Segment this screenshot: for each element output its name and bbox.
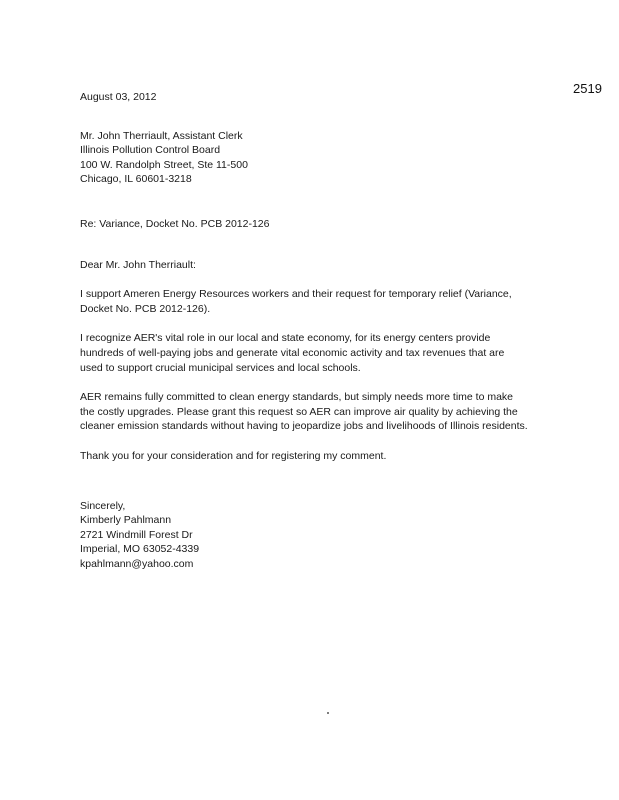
paragraph-line: Docket No. PCB 2012-126). xyxy=(80,302,211,315)
letter-date: August 03, 2012 xyxy=(80,91,157,103)
recipient-street: 100 W. Randolph Street, Ste 11-500 xyxy=(80,158,248,171)
paragraph-line: used to support crucial municipal services and local schools. xyxy=(80,361,361,374)
paragraph-line: hundreds of well-paying jobs and generate vital economic activity and tax revenues that are xyxy=(80,346,505,359)
paragraph-economy xyxy=(80,331,560,375)
paragraph-commitment xyxy=(80,390,560,434)
recipient-address xyxy=(80,129,560,187)
recipient-name: Mr. John Therriault, Assistant Clerk xyxy=(80,129,243,142)
closing: Sincerely, xyxy=(80,499,126,512)
paragraph-line: AER remains fully committed to clean energy standards, but simply needs more time to make xyxy=(80,391,514,404)
sender-email: kpahlmann@yahoo.com xyxy=(80,557,194,570)
paragraph-support xyxy=(80,287,560,316)
subject-line: Re: Variance, Docket No. PCB 2012-126 xyxy=(80,217,270,230)
salutation: Dear Mr. John Therriault: xyxy=(80,258,196,271)
signature-block xyxy=(80,499,560,572)
sender-street: 2721 Windmill Forest Dr xyxy=(80,528,193,541)
paragraph-line: the costly upgrades. Please grant this request so AER can improve air quality by achieving the xyxy=(80,405,518,418)
paragraph-thanks xyxy=(80,449,560,464)
paragraph-line: I recognize AER's vital role in our local and state economy, for its energy centers provide xyxy=(80,332,491,345)
recipient-organization: Illinois Pollution Control Board xyxy=(80,144,221,157)
paragraph-line: Thank you for your consideration and for registering my comment. xyxy=(80,449,387,462)
recipient-city: Chicago, IL 60601-3218 xyxy=(80,173,192,186)
paragraph-line: cleaner emission standards without having to jeopardize jobs and livelihoods of Illinois residents. xyxy=(80,420,528,433)
letter-body xyxy=(80,90,560,571)
sender-name: Kimberly Pahlmann xyxy=(80,514,172,527)
sender-city: Imperial, MO 63052-4339 xyxy=(80,543,200,556)
page-number: 2519 xyxy=(573,81,602,96)
paragraph-line: I support Ameren Energy Resources workers and their request for temporary relief (Variance, xyxy=(80,288,512,301)
spacer xyxy=(80,479,560,499)
scan-speck xyxy=(327,712,329,714)
